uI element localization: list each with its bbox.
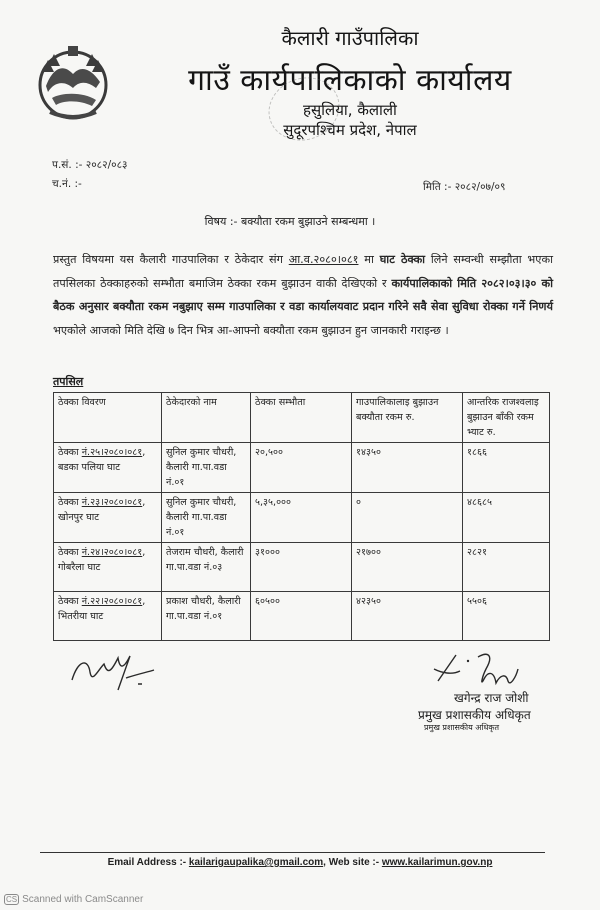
cell-contractor: प्रकाश चौधरी, कैलारी गा.पा.वडा नं.०१ <box>162 592 251 641</box>
header-due-municipality: गाउपालिकालाइ बुझाउन बक्यौता रकम रु. <box>352 393 463 443</box>
cell-contractor: तेजराम चौधरी, कैलारी गा.पा.वडा नं.०३ <box>162 543 251 592</box>
cell-contractor: सुनिल कुमार चौधरी, कैलारी गा.पा.वडा नं.०१ <box>162 443 251 493</box>
table-row <box>54 592 550 641</box>
table-row <box>54 443 550 493</box>
body-part-3: घाट ठेक्का <box>379 253 426 266</box>
office-province: सुदूरपश्चिम प्रदेश, नेपाल <box>283 121 417 139</box>
body-part-2: मा <box>358 253 380 266</box>
header-contract-details: ठेक्का विवरण <box>54 393 162 443</box>
body-part-4: लिने सम्वन्धी सम्झौता भएका तपसिलका ठेक्काहरुको सम्भौता बमाजिम ठेक्का रकम बुझाउन वाकी देखिएको र <box>53 253 553 290</box>
cell-contract-details <box>54 543 162 592</box>
signer-name: खगेन्द्र राज जोशी <box>454 691 529 705</box>
cell-due-municipality: ० <box>352 493 463 543</box>
cell-due-municipality: ४२३५० <box>352 592 463 641</box>
contract-prefix: ठेक्का <box>58 547 82 558</box>
camscanner-watermark <box>4 894 143 905</box>
body-part-1: प्रस्तुत विषयमा यस कैलारी गाउपालिका र ठेकेदार संग <box>53 253 289 266</box>
table-row <box>54 493 550 543</box>
right-signature <box>428 647 538 692</box>
signer-title: प्रमुख प्रशासकीय अधिकृत <box>418 708 531 722</box>
header-due-vat: आन्तरिक राजश्वलाइ बुझाउन बाँकी रकम भ्याट रु. <box>463 393 550 443</box>
camscanner-icon: CS <box>6 895 18 904</box>
cell-agreement: ३१००० <box>251 543 352 592</box>
contract-prefix: ठेक्का <box>58 497 82 508</box>
cell-due-vat: ४८६८५ <box>463 493 550 543</box>
footer-divider <box>40 852 545 853</box>
header-contract-agreement: ठेक्का सम्भौता <box>251 393 352 443</box>
body-part-5: कार्यपालिकाको मिति २०८२।०३।३० को बैठक अनुसार बक्यौता रकम नबुझाए सम्म गाउपालिका र वडा कार्यालयवाट प्रदान गरिने सवै सेवा सुविधा रोक्का गर्ने निणर्य <box>53 276 553 313</box>
letter-date: मिति :- २०८२/०७/०९ <box>423 181 506 193</box>
website-link[interactable]: www.kailarimun.gov.np <box>381 857 493 868</box>
dues-table <box>53 392 550 641</box>
email-link[interactable]: kailarigaupalika@gmail.com <box>188 857 324 868</box>
dispatch-number: च.नं. :- <box>52 178 82 190</box>
contract-place: , गोबरैला घाट <box>58 547 146 573</box>
cell-agreement: २०,५०० <box>251 443 352 493</box>
cell-contract-details <box>54 493 162 543</box>
letter-body <box>53 248 553 342</box>
cell-due-vat: २८२१ <box>463 543 550 592</box>
header-contractor-name: ठेकेदारको नाम <box>162 393 251 443</box>
table-title: तपसिल <box>53 375 84 388</box>
body-part-6: भएकोले आजको मिति देखि ७ दिन भित्र आ-आफ्नो बक्यौता रकम बुझाउन हुन जानकारी गराइन्छ । <box>53 323 449 337</box>
contract-place: , खोनपुर घाट <box>58 497 146 523</box>
cell-contract-details <box>54 443 162 493</box>
contract-number: नं.२३।२०८०।०८१ <box>81 497 143 508</box>
contract-number: नं.२५।२०८०।०८१ <box>81 447 143 458</box>
letter-subject: विषय :- बक्यौता रकम बुझाउने सम्बन्धमा । <box>204 215 376 228</box>
cell-agreement: ५,३५,००० <box>251 493 352 543</box>
cell-due-municipality: १४३५० <box>352 443 463 493</box>
municipality-name: कैलारी गाउँपालिका <box>281 26 419 50</box>
fiscal-year: आ.व.२०८०।०८१ <box>288 253 359 266</box>
website-label: , Web site :- <box>323 857 382 868</box>
contract-place: , बडका पलिया घाट <box>58 447 146 473</box>
cell-due-municipality: २१७०० <box>352 543 463 592</box>
footer-contact <box>0 857 600 868</box>
cell-contractor: सुनिल कुमार चौधरी, कैलारी गा.पा.वडा नं.०१ <box>162 493 251 543</box>
contract-number: नं.२२।२०८०।०८१ <box>81 596 143 607</box>
signer-title-stamp: प्रमुख प्रशासकीय अधिकृत <box>424 723 500 732</box>
contract-number: नं.२४।२०८०।०८१ <box>81 547 143 558</box>
cell-due-vat: १८६६ <box>463 443 550 493</box>
table-row <box>54 543 550 592</box>
cell-due-vat: ५५०६ <box>463 592 550 641</box>
contract-prefix: ठेक्का <box>58 596 82 607</box>
email-label: Email Address :- <box>107 857 189 868</box>
office-location: हसुलिया, कैलाली <box>303 101 397 119</box>
camscanner-text: Scanned with CamScanner <box>22 894 144 905</box>
contract-place: , भितरीया घाट <box>58 596 146 622</box>
cell-agreement: ६०५०० <box>251 592 352 641</box>
contract-prefix: ठेक्का <box>58 447 82 458</box>
table-header-row <box>54 393 550 443</box>
office-title: गाउँ कार्यपालिकाको कार्यालय <box>188 63 512 98</box>
reference-number: प.सं. :- २०८२/०८३ <box>52 159 128 171</box>
cell-contract-details <box>54 592 162 641</box>
left-signature <box>68 650 163 695</box>
